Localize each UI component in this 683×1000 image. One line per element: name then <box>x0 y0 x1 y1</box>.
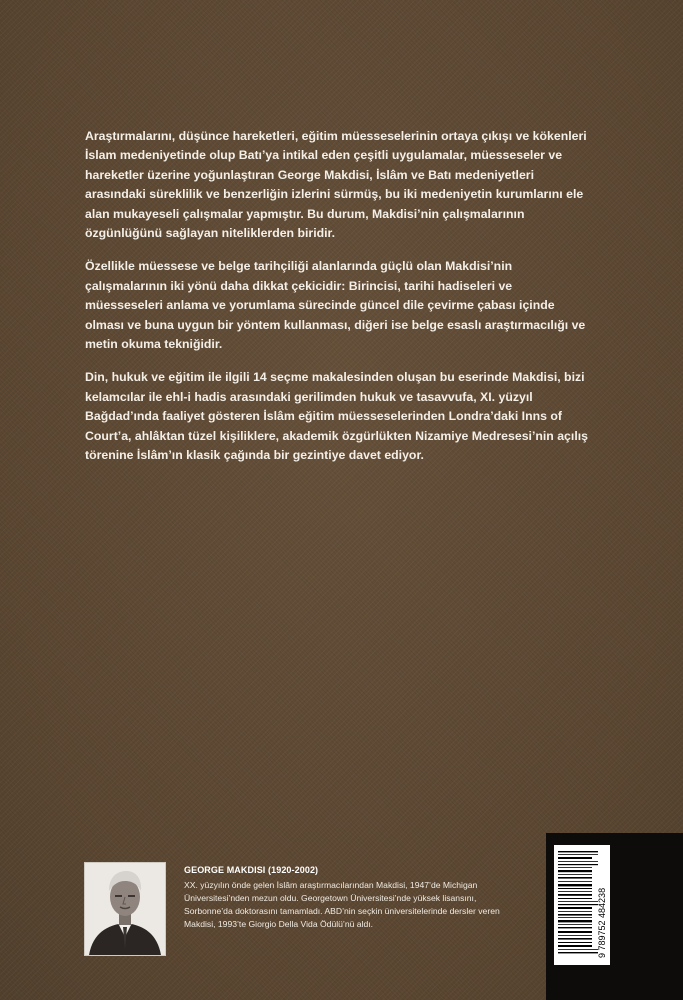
isbn-number: 9 789752 484238 <box>597 887 607 958</box>
blurb-paragraph-2: Özellikle müessese ve belge tarihçiliği alanlarında güçlü olan Makdisi’nin çalışmalarının iki yönü daha dikkat çekicidir: Birincisi, tarihi hadiseleri ve müesseseleri anlama ve yorumlama sürecinde güncel dile çevirme çabası içinde olması ve buna uygun bir yöntem kullanması, diğeri ise belge esaslı araştırmacılığı ve metin okuma tekniğidir. <box>85 259 586 352</box>
blurb-paragraph-1: Araştırmalarını, düşünce hareketleri, eğitim müesseselerinin ortaya çıkışı ve kökenleri İslam medeniyetinde olup Batı’ya intikal eden çeşitli uygulamalar, müesseseler ve hareketler üzerine yoğunlaştıran George Makdisi, İslâm ve Batı medeniyetleri arasındaki süreklilik ve benzerliğin izlerini sürmüş, bu iki medeniyetin kurumlarını ele alan mukayeseli çalışmalar yapmıştır. Bu durum, Makdisi’nin çalışmalarının özgünlüğünü sağlayan niteliklerden biridir. <box>85 129 587 241</box>
author-biography: XX. yüzyılın önde gelen İslâm araştırmacılarından Makdisi, 1947’de Michigan Üniversitesi’nden mezun oldu. Georgetown Üniversitesi’nde yüksek lisansını, Sorbonne’da doktorasını tamamladı. ABD’nin seçkin üniversitelerinde dersler veren Makdisi, 1993’te Giorgio Della Vida Ödülü’nü aldı. <box>184 880 500 929</box>
blurb-paragraph-3: Din, hukuk ve eğitim ile ilgili 14 seçme makalesinden oluşan bu eserinde Makdisi, bizi kelamcılar ile ehl-i hadis arasındaki gerilimden hukuk ve tasavvufa, XI. yüzyıl Bağdad’ında faaliyet gösteren İslâm eğitim müesseselerinden Londra’daki Inns of Court’a, ahlâktan tüzel kişiliklere, akademik özgürlükten Nizamiye Medresesi’nin açılış törenine İslâm’ın klasik çağında bir gezintiye davet ediyor. <box>85 370 588 463</box>
barcode-icon <box>554 845 610 965</box>
author-photo <box>84 862 166 956</box>
back-cover-blurb <box>85 127 590 480</box>
isbn-barcode <box>554 845 610 965</box>
author-name-heading: GEORGE MAKDISI (1920-2002) <box>184 865 319 875</box>
author-portrait-icon <box>85 863 165 955</box>
